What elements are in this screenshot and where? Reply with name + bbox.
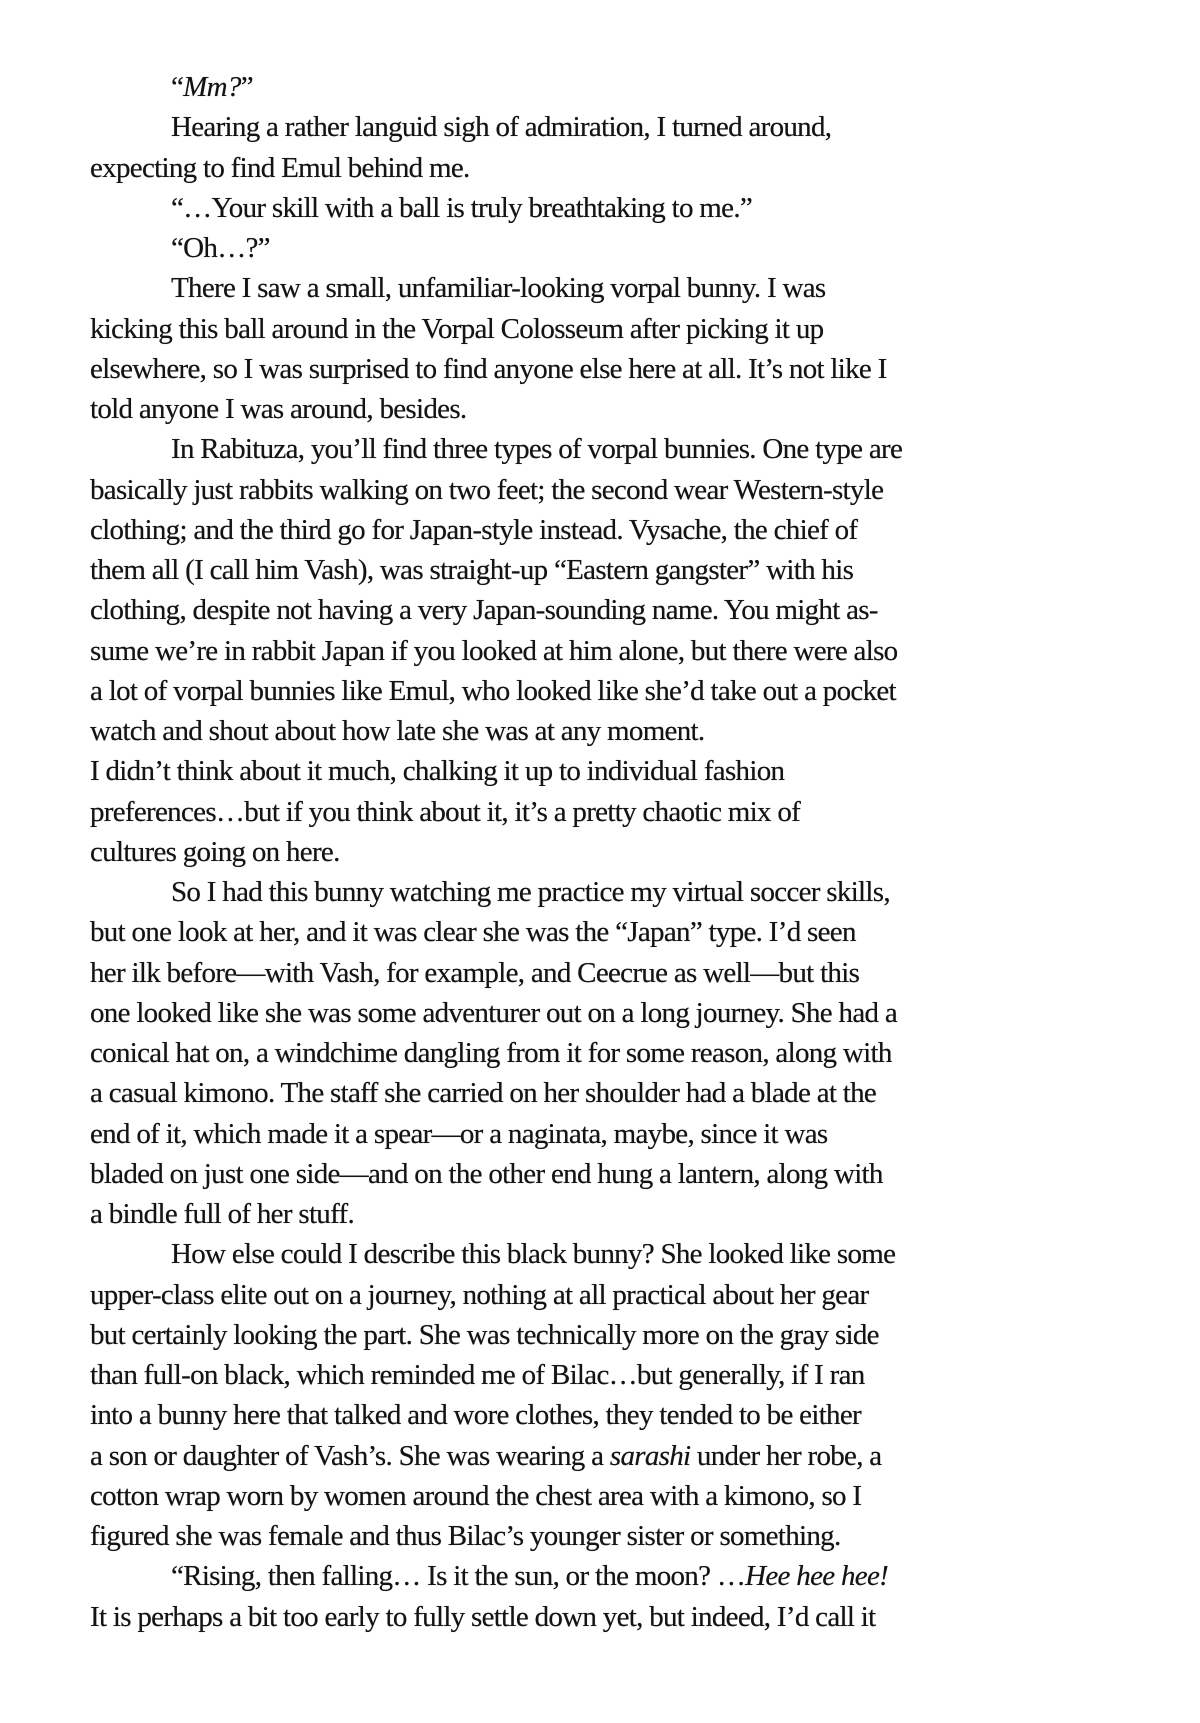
text-line xyxy=(90,349,1102,389)
text-line xyxy=(90,912,1102,952)
text-line xyxy=(90,1476,1102,1516)
text-line xyxy=(90,389,1102,429)
text-line xyxy=(90,470,1102,510)
text-segment: In Rabituza, you’ll find three types of vorpal bunnies. One type are xyxy=(171,433,903,466)
text-line xyxy=(90,188,1102,228)
text-line xyxy=(90,1073,1102,1113)
text-segment: I didn’t think about it much, chalking it up to individual fashion xyxy=(90,755,785,788)
text-segment: bladed on just one side—and on the other end hung a lantern, along with xyxy=(90,1157,883,1190)
text-line xyxy=(90,1315,1102,1355)
text-segment: clothing, despite not having a very Japan-sounding name. You might as- xyxy=(90,594,878,627)
text-segment: watch and shout about how late she was at any moment. xyxy=(90,715,705,747)
text-segment: under her robe, a xyxy=(690,1439,882,1472)
italic-text-segment: sarashi xyxy=(609,1439,691,1472)
text-segment: preferences…but if you think about it, it’s a pretty chaotic mix of xyxy=(90,795,801,828)
text-line xyxy=(90,1194,1102,1234)
text-segment: end of it, which made it a spear—or a naginata, maybe, since it was xyxy=(90,1117,828,1150)
text-line xyxy=(90,711,1102,751)
text-segment: a casual kimono. The staff she carried on her shoulder had a blade at the xyxy=(90,1077,877,1110)
text-segment: It is perhaps a bit too early to fully settle down yet, but indeed, I’d call it xyxy=(90,1600,876,1633)
text-segment: told anyone I was around, besides. xyxy=(90,393,467,425)
text-line xyxy=(90,590,1102,630)
text-line xyxy=(90,872,1102,912)
text-line xyxy=(90,993,1102,1033)
italic-text-segment: Mm? xyxy=(183,71,241,103)
text-segment: elsewhere, so I was surprised to find anyone else here at all. It’s not like I xyxy=(90,352,887,385)
text-segment: a bindle full of her stuff. xyxy=(90,1198,355,1230)
text-segment: one looked like she was some adventurer out on a long journey. She had a xyxy=(90,996,898,1029)
text-line xyxy=(90,510,1102,550)
text-line xyxy=(90,953,1102,993)
text-segment: basically just rabbits walking on two feet; the second wear Western-style xyxy=(90,473,884,506)
text-segment: “ xyxy=(171,71,184,103)
text-line xyxy=(90,1355,1102,1395)
text-segment: “…Your skill with a ball is truly breathtaking to me.” xyxy=(171,191,753,224)
text-line xyxy=(90,1033,1102,1073)
text-segment: them all (I call him Vash), was straight-up “Eastern gangster” with his xyxy=(90,554,854,586)
text-segment: into a bunny here that talked and wore clothes, they tended to be either xyxy=(90,1399,861,1432)
text-line xyxy=(90,107,1102,147)
text-line xyxy=(90,1516,1102,1556)
text-line xyxy=(90,148,1102,188)
text-line xyxy=(90,228,1102,268)
text-segment: but certainly looking the part. She was technically more on the gray side xyxy=(90,1318,879,1351)
text-line xyxy=(90,1556,1102,1596)
text-segment: There I saw a small, unfamiliar-looking vorpal bunny. I was xyxy=(171,272,826,305)
text-segment: cotton wrap worn by women around the chest area with a kimono, so I xyxy=(90,1479,862,1512)
text-line xyxy=(90,792,1102,832)
text-line xyxy=(90,309,1102,349)
text-segment: ” xyxy=(240,71,253,103)
text-segment: a lot of vorpal bunnies like Emul, who looked like she’d take out a pocket xyxy=(90,674,896,707)
text-segment: clothing; and the third go for Japan-style instead. Vysache, the chief of xyxy=(90,513,858,546)
text-line xyxy=(90,1395,1102,1435)
italic-text-segment: Hee hee hee! xyxy=(745,1560,889,1593)
text-line xyxy=(90,1234,1102,1274)
text-line xyxy=(90,1275,1102,1315)
text-block xyxy=(90,67,1102,1637)
text-line xyxy=(90,832,1102,872)
text-segment: kicking this ball around in the Vorpal Colosseum after picking it up xyxy=(90,312,824,345)
text-segment: “Oh…?” xyxy=(171,232,270,264)
text-line xyxy=(90,1597,1102,1637)
text-segment: a son or daughter of Vash’s. She was wearing a xyxy=(90,1439,610,1472)
text-segment: figured she was female and thus Bilac’s younger sister or something. xyxy=(90,1520,841,1552)
text-segment: Hearing a rather languid sigh of admiration, I turned around, xyxy=(171,111,832,144)
text-segment: but one look at her, and it was clear she was the “Japan” type. I’d seen xyxy=(90,916,856,949)
text-segment: conical hat on, a windchime dangling from it for some reason, along with xyxy=(90,1037,892,1069)
text-line xyxy=(90,550,1102,590)
text-segment: than full-on black, which reminded me of Bilac…but generally, if I ran xyxy=(90,1359,865,1391)
text-line xyxy=(90,1114,1102,1154)
text-segment: sume we’re in rabbit Japan if you looked at him alone, but there were also xyxy=(90,634,898,667)
text-line xyxy=(90,751,1102,791)
text-line xyxy=(90,67,1102,107)
text-line xyxy=(90,429,1102,469)
text-line xyxy=(90,268,1102,308)
text-line xyxy=(90,1154,1102,1194)
text-segment: expecting to find Emul behind me. xyxy=(90,151,470,184)
text-segment: cultures going on here. xyxy=(90,835,340,868)
text-line xyxy=(90,631,1102,671)
text-segment: “Rising, then falling… Is it the sun, or the moon? … xyxy=(171,1560,746,1593)
text-segment: upper-class elite out on a journey, nothing at all practical about her gear xyxy=(90,1278,869,1311)
text-segment: her ilk before—with Vash, for example, and Ceecrue as well—but this xyxy=(90,956,860,989)
text-line xyxy=(90,671,1102,711)
text-line xyxy=(90,1436,1102,1476)
text-segment: How else could I describe this black bunny? She looked like some xyxy=(171,1238,896,1271)
text-segment: So I had this bunny watching me practice my virtual soccer skills, xyxy=(171,876,890,908)
